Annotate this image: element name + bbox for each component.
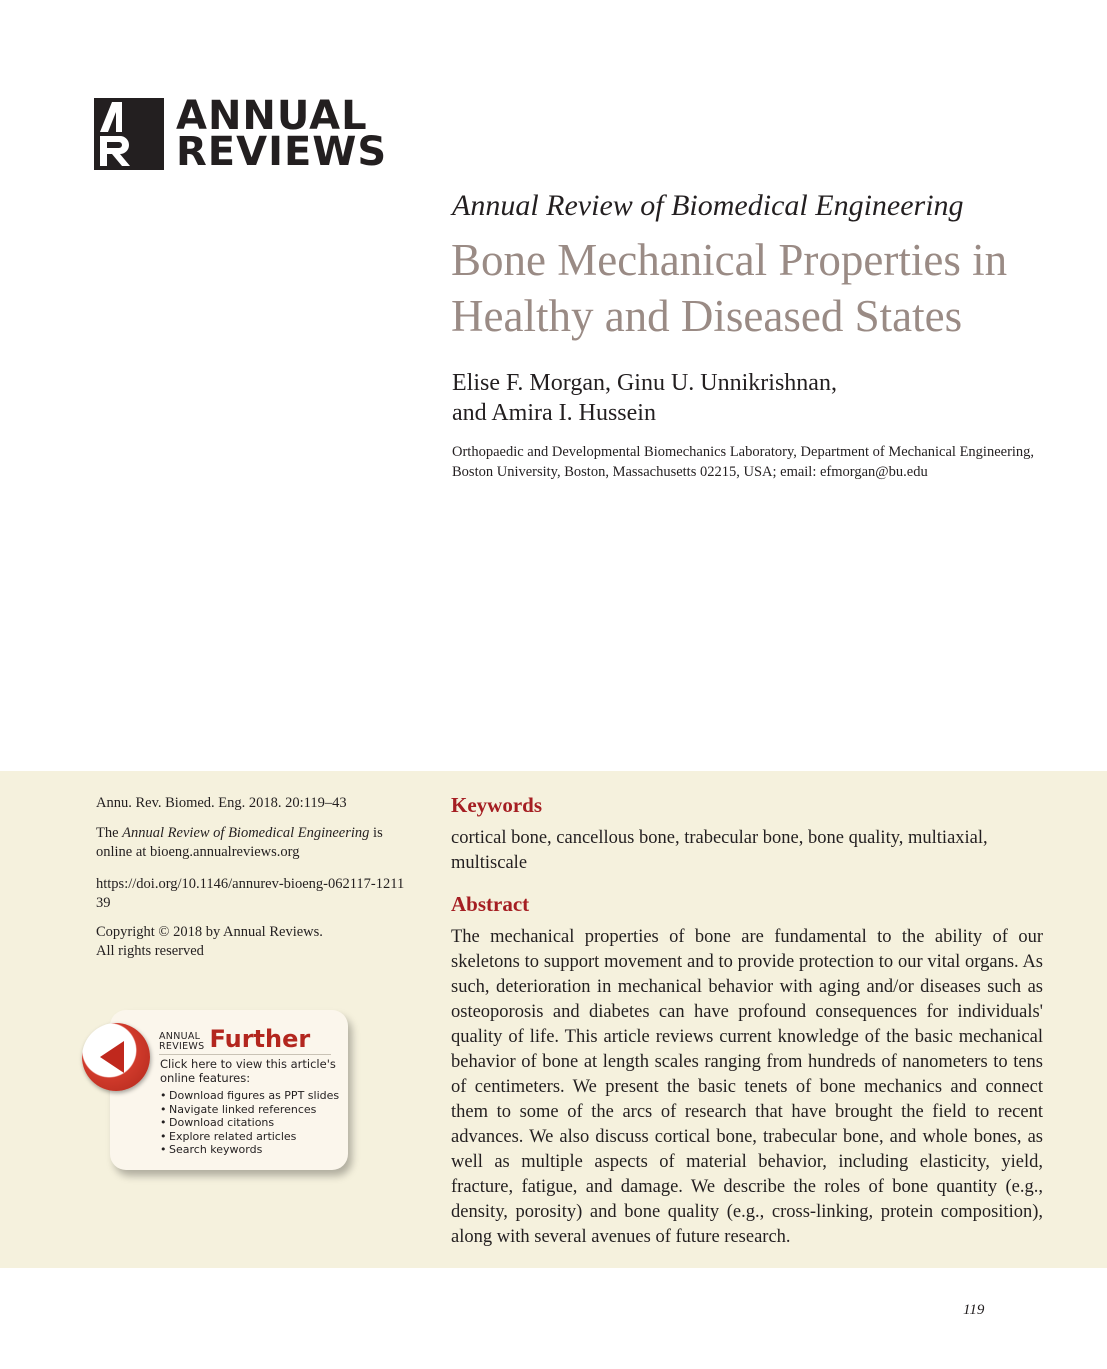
online-prefix: The [96,825,123,841]
further-word: Further [209,1025,311,1053]
annual-reviews-logo [94,93,388,175]
further-brand-small [159,1032,204,1052]
further-intro-text: to view this article's online features: [160,1057,336,1085]
authors [452,368,1012,428]
logo-wordmark [176,93,388,175]
authors-line-1: Elise F. Morgan, Ginu U. Unnikrishnan, [452,370,837,396]
online-journal-name: Annual Review of Biomedical Engineering [122,825,370,841]
citation: Annu. Rev. Biomed. Eng. 2018. 20:119–43 [96,795,347,811]
further-item-linked-references[interactable]: • Navigate linked references [160,1103,350,1117]
abstract-heading: Abstract [451,892,530,916]
abstract-text: The mechanical properties of bone are fundamental to the ability of our skeletons to support movement and to provide protection to our vital organs. As such, deterioration in mechanical behavior with aging and/or diseases such as osteoporosis and diabetes can have profound consequences for individuals' quality of life. This article reviews current knowledge of the basic mechanical behavior of bone at length scales ranging from hundreds of nanometers to tens of centimeters. We present the basic tenets of bone mechanics and connect them to some of the arcs of research that have brought the field to recent advances. We also discuss cortical bone, trabecular bone, and whole bones, as well as multiple aspects of material behavior, including elasticity, yield, fracture, fatigue, and damage. We describe the roles of bone quantity (e.g., density, porosity) and bone quality (e.g., cross-linking, protein composition), along with several avenues of future research. [451,927,1043,1247]
page-number: 119 [963,1302,985,1318]
further-item-download-citations[interactable]: • Download citations [160,1116,350,1130]
affiliation: Orthopaedic and Developmental Biomechanics Laboratory, Department of Mechanical Engineering, Boston University, Boston, Massachusetts 02215, USA; email: efmorgan@bu.edu [452,444,1035,480]
online-notice [96,824,416,862]
article-title-line-1: Bone Mechanical Properties in [451,235,1008,285]
ar-logo-mark-icon [94,98,164,170]
further-item-download-figures[interactable]: • Download figures as PPT slides [160,1089,350,1103]
further-intro [160,1057,340,1085]
further-small-line-1: ANNUAL [159,1031,201,1042]
click-here-link[interactable]: Click here [160,1057,217,1071]
copyright-notice [96,923,416,961]
keywords-heading: Keywords [451,793,542,817]
further-small-line-2: REVIEWS [159,1041,205,1052]
logo-line-reviews: REVIEWS [176,129,388,175]
further-back-button[interactable] [82,1023,150,1091]
article-title-line-2: Healthy and Diseased States [451,291,963,341]
rights-line: All rights reserved [96,943,204,959]
further-item-search-keywords[interactable]: • Search keywords [160,1143,350,1157]
logo-line-annual: ANNUAL [176,93,368,139]
doi-link[interactable]: https://doi.org/10.1146/annurev-bioeng-062117-121139 [96,876,405,911]
online-suffix: is online at bioeng.annualreviews.org [96,825,383,860]
further-divider [159,1054,331,1055]
authors-line-2: and Amira I. Hussein [452,400,656,426]
further-feature-list [160,1089,350,1157]
article-title [451,232,1071,344]
further-brand [159,1026,310,1052]
further-item-related-articles[interactable]: • Explore related articles [160,1130,350,1144]
copyright-line: Copyright © 2018 by Annual Reviews. [96,924,323,940]
play-left-arrow-icon [82,1023,150,1091]
keywords-text: cortical bone, cancellous bone, trabecular bone, bone quality, multiaxial, multiscale [451,828,988,873]
journal-name: Annual Review of Biomedical Engineering [452,189,964,222]
